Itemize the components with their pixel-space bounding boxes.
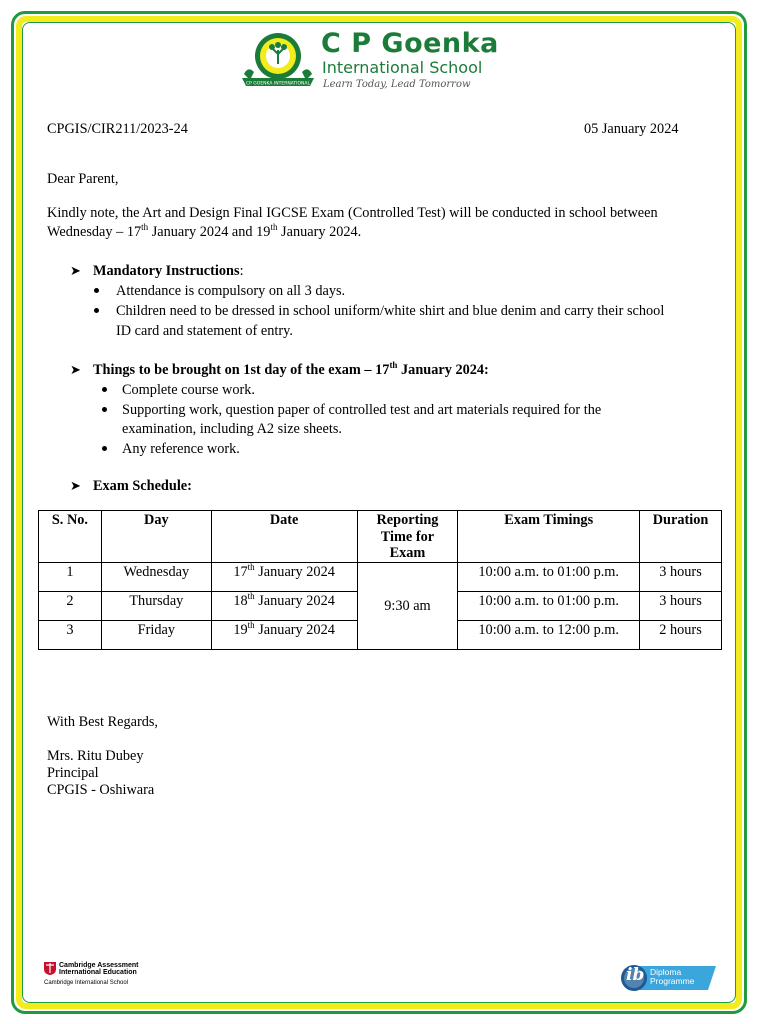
instruction-item: Children need to be dressed in school uniform/white shirt and blue denim and carry their school bbox=[116, 303, 665, 319]
column-header-date: Date bbox=[211, 511, 357, 563]
ib-mark: ib bbox=[626, 965, 645, 985]
circular-date: 05 January 2024 bbox=[584, 121, 679, 137]
ib-diploma-logo bbox=[618, 962, 718, 994]
cell-reporting-time: 9:30 am bbox=[357, 563, 458, 650]
bring-item: Supporting work, question paper of controlled test and art materials required for the bbox=[122, 402, 602, 418]
column-header-day: Day bbox=[101, 511, 211, 563]
cambridge-shield-icon bbox=[44, 962, 56, 975]
school-name: C P Goenka bbox=[321, 28, 499, 59]
cell-day: Friday bbox=[101, 621, 211, 650]
bullet-dot-icon bbox=[94, 308, 99, 313]
cell-sno: 1 bbox=[39, 563, 102, 592]
bullet-dot-icon bbox=[94, 288, 99, 293]
instruction-item-continued: ID card and statement of entry. bbox=[116, 323, 293, 339]
school-emblem-icon bbox=[238, 28, 318, 94]
exam-schedule-table bbox=[38, 510, 722, 650]
circular-ref-number: CPGIS/CIR211/2023-24 bbox=[47, 121, 188, 137]
mandatory-instructions-heading: Mandatory Instructions: bbox=[93, 263, 244, 279]
school-subtitle: International School bbox=[322, 58, 483, 77]
intro-line-1: Kindly note, the Art and Design Final IGCSE Exam (Controlled Test) will be conducted in school between bbox=[47, 205, 658, 221]
bullet-dot-icon bbox=[102, 387, 107, 392]
column-header-exam-timings: Exam Timings bbox=[458, 511, 640, 563]
arrow-bullet-icon: ➤ bbox=[70, 362, 81, 377]
arrow-bullet-icon: ➤ bbox=[70, 263, 81, 278]
closing-regards: With Best Regards, bbox=[47, 714, 159, 730]
column-header-reporting-time: Reporting Time for Exam bbox=[357, 511, 458, 563]
cambridge-logo bbox=[44, 962, 144, 992]
cell-date: 17th January 2024 bbox=[211, 563, 357, 592]
school-tagline: Learn Today, Lead Tomorrow bbox=[323, 79, 471, 90]
cell-exam-timings: 10:00 a.m. to 01:00 p.m. bbox=[458, 563, 640, 592]
intro-line-2: Wednesday – 17th January 2024 and 19th January 2024. bbox=[47, 222, 362, 240]
cell-duration: 3 hours bbox=[640, 563, 722, 592]
signatory-branch: CPGIS - Oshiwara bbox=[47, 782, 155, 798]
ib-line-1: Diploma bbox=[650, 967, 682, 977]
cell-exam-timings: 10:00 a.m. to 12:00 p.m. bbox=[458, 621, 640, 650]
instruction-item: Attendance is compulsory on all 3 days. bbox=[116, 283, 346, 299]
exam-schedule-heading: Exam Schedule: bbox=[93, 478, 192, 494]
cell-date: 19th January 2024 bbox=[211, 621, 357, 650]
arrow-bullet-icon: ➤ bbox=[70, 478, 81, 493]
svg-text:CP GOENKA INTERNATIONAL: CP GOENKA INTERNATIONAL bbox=[246, 81, 310, 87]
bullet-dot-icon bbox=[102, 407, 107, 412]
bring-item: Complete course work. bbox=[122, 382, 256, 398]
cell-exam-timings: 10:00 a.m. to 01:00 p.m. bbox=[458, 592, 640, 621]
cell-sno: 3 bbox=[39, 621, 102, 650]
salutation: Dear Parent, bbox=[47, 171, 119, 187]
signatory-title: Principal bbox=[47, 765, 99, 781]
column-header-duration: Duration bbox=[640, 511, 722, 563]
cambridge-line-1: Cambridge Assessment bbox=[59, 962, 139, 969]
cell-duration: 2 hours bbox=[640, 621, 722, 650]
school-logo bbox=[238, 28, 508, 94]
cambridge-line-3: Cambridge International School bbox=[44, 980, 129, 986]
cell-duration: 3 hours bbox=[640, 592, 722, 621]
signatory-name: Mrs. Ritu Dubey bbox=[47, 748, 144, 764]
cell-day: Wednesday bbox=[101, 563, 211, 592]
things-to-bring-heading: Things to be brought on 1st day of the exam – 17th January 2024: bbox=[93, 360, 489, 378]
cell-day: Thursday bbox=[101, 592, 211, 621]
cambridge-line-2: International Education bbox=[59, 969, 137, 976]
bring-item: Any reference work. bbox=[122, 441, 240, 457]
bring-item-continued: examination, including A2 size sheets. bbox=[122, 421, 342, 437]
cell-sno: 2 bbox=[39, 592, 102, 621]
cell-date: 18th January 2024 bbox=[211, 592, 357, 621]
table-row bbox=[39, 563, 722, 592]
table-header-row bbox=[39, 511, 722, 563]
bullet-dot-icon bbox=[102, 446, 107, 451]
column-header-sno: S. No. bbox=[39, 511, 102, 563]
ib-line-2: Programme bbox=[650, 976, 695, 986]
